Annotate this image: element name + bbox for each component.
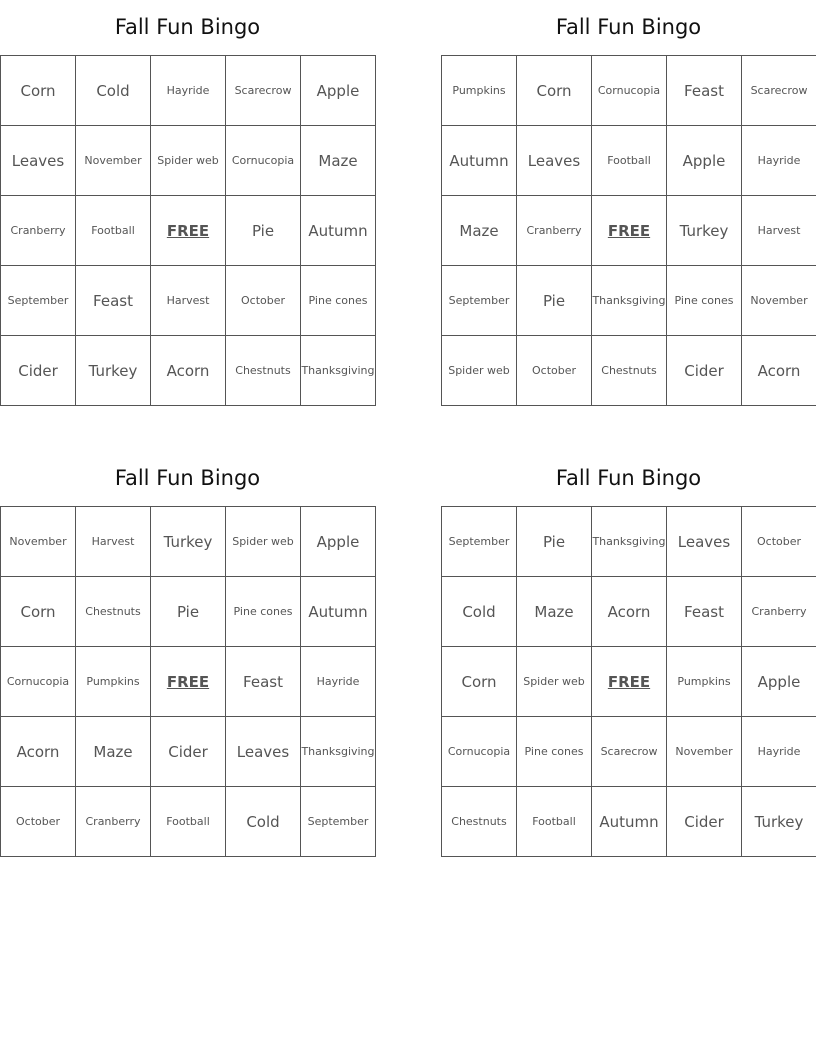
- bingo-cell: Thanksgiving: [592, 266, 667, 336]
- bingo-cell: November: [1, 507, 76, 577]
- bingo-cell: Cider: [667, 336, 742, 406]
- bingo-cell: Harvest: [742, 196, 816, 266]
- bingo-row: [1, 507, 376, 577]
- bingo-cell: Leaves: [226, 717, 301, 787]
- bingo-row: [1, 56, 376, 126]
- bingo-cell: November: [742, 266, 816, 336]
- bingo-cell: Cornucopia: [226, 126, 301, 196]
- bingo-cell: November: [76, 126, 151, 196]
- bingo-cell: Feast: [667, 56, 742, 126]
- bingo-cell: Pumpkins: [76, 647, 151, 717]
- bingo-cell: Feast: [667, 577, 742, 647]
- bingo-cell: Spider web: [151, 126, 226, 196]
- bingo-cell: Cornucopia: [592, 56, 667, 126]
- bingo-cell: Turkey: [742, 787, 816, 857]
- bingo-cell: Pine cones: [301, 266, 376, 336]
- bingo-cell: Harvest: [151, 266, 226, 336]
- bingo-cell: Cold: [76, 56, 151, 126]
- bingo-cell: Cranberry: [742, 577, 816, 647]
- card-title: Fall Fun Bingo: [114, 15, 261, 39]
- bingo-cell: September: [442, 507, 517, 577]
- bingo-row: [442, 56, 816, 126]
- bingo-grid: [441, 55, 816, 406]
- bingo-cell: Maze: [442, 196, 517, 266]
- bingo-cell: Cider: [151, 717, 226, 787]
- bingo-row: [442, 647, 816, 717]
- free-space-cell: FREE: [151, 196, 226, 266]
- card-title: Fall Fun Bingo: [555, 15, 702, 39]
- bingo-row: [1, 577, 376, 647]
- bingo-cell: Autumn: [301, 196, 376, 266]
- bingo-cell: Thanksgiving: [301, 717, 376, 787]
- free-space-cell: FREE: [592, 196, 667, 266]
- bingo-cell: Apple: [301, 56, 376, 126]
- bingo-cell: Corn: [442, 647, 517, 717]
- bingo-cell: Corn: [517, 56, 592, 126]
- bingo-cell: October: [742, 507, 816, 577]
- bingo-cell: Apple: [301, 507, 376, 577]
- bingo-cell: Cranberry: [517, 196, 592, 266]
- bingo-cell: Corn: [1, 577, 76, 647]
- bingo-cell: September: [1, 266, 76, 336]
- bingo-cell: Acorn: [151, 336, 226, 406]
- bingo-cell: Pie: [226, 196, 301, 266]
- bingo-row: [442, 336, 816, 406]
- bingo-row: [442, 126, 816, 196]
- bingo-cell: Chestnuts: [442, 787, 517, 857]
- bingo-row: [1, 196, 376, 266]
- bingo-row: [442, 266, 816, 336]
- bingo-cell: Cider: [1, 336, 76, 406]
- bingo-cell: Apple: [742, 647, 816, 717]
- bingo-cell: Turkey: [151, 507, 226, 577]
- bingo-cell: Thanksgiving: [301, 336, 376, 406]
- bingo-row: [442, 577, 816, 647]
- bingo-cell: Scarecrow: [592, 717, 667, 787]
- bingo-row: [1, 717, 376, 787]
- bingo-cell: Pine cones: [226, 577, 301, 647]
- bingo-cell: Acorn: [592, 577, 667, 647]
- bingo-row: [1, 266, 376, 336]
- bingo-cell: Hayride: [151, 56, 226, 126]
- bingo-cell: Leaves: [1, 126, 76, 196]
- bingo-cell: Pie: [517, 507, 592, 577]
- bingo-cell: Acorn: [1, 717, 76, 787]
- bingo-cell: Football: [76, 196, 151, 266]
- bingo-cell: September: [301, 787, 376, 857]
- bingo-cell: September: [442, 266, 517, 336]
- bingo-cell: Pumpkins: [667, 647, 742, 717]
- bingo-cell: Pine cones: [667, 266, 742, 336]
- bingo-cell: November: [667, 717, 742, 787]
- bingo-cell: Cornucopia: [1, 647, 76, 717]
- bingo-cell: October: [226, 266, 301, 336]
- bingo-cell: Harvest: [76, 507, 151, 577]
- bingo-cell: Pie: [517, 266, 592, 336]
- bingo-cell: Football: [517, 787, 592, 857]
- bingo-cell: Corn: [1, 56, 76, 126]
- bingo-grid: [0, 506, 376, 857]
- bingo-cell: Football: [592, 126, 667, 196]
- bingo-cell: Acorn: [742, 336, 816, 406]
- bingo-cell: Chestnuts: [76, 577, 151, 647]
- bingo-cell: Pine cones: [517, 717, 592, 787]
- bingo-cell: Cranberry: [76, 787, 151, 857]
- bingo-cell: Cornucopia: [442, 717, 517, 787]
- bingo-cell: Autumn: [301, 577, 376, 647]
- bingo-cell: Chestnuts: [226, 336, 301, 406]
- bingo-cell: Turkey: [76, 336, 151, 406]
- bingo-cell: Feast: [226, 647, 301, 717]
- card-title: Fall Fun Bingo: [114, 466, 261, 490]
- card-title: Fall Fun Bingo: [555, 466, 702, 490]
- bingo-cell: Pie: [151, 577, 226, 647]
- bingo-row: [442, 507, 816, 577]
- bingo-cell: Hayride: [742, 126, 816, 196]
- bingo-cell: Autumn: [442, 126, 517, 196]
- bingo-cell: October: [517, 336, 592, 406]
- bingo-cell: Apple: [667, 126, 742, 196]
- bingo-cell: Spider web: [226, 507, 301, 577]
- bingo-cell: Cold: [442, 577, 517, 647]
- bingo-cell: Hayride: [301, 647, 376, 717]
- bingo-cell: Maze: [76, 717, 151, 787]
- bingo-cell: Feast: [76, 266, 151, 336]
- bingo-grid: [0, 55, 376, 406]
- bingo-cell: Spider web: [517, 647, 592, 717]
- bingo-cell: Thanksgiving: [592, 507, 667, 577]
- bingo-cell: Leaves: [517, 126, 592, 196]
- bingo-cell: October: [1, 787, 76, 857]
- bingo-cell: Football: [151, 787, 226, 857]
- bingo-row: [442, 787, 816, 857]
- bingo-cell: Chestnuts: [592, 336, 667, 406]
- bingo-cell: Pumpkins: [442, 56, 517, 126]
- bingo-row: [1, 336, 376, 406]
- bingo-cell: Cold: [226, 787, 301, 857]
- bingo-row: [1, 787, 376, 857]
- bingo-row: [442, 196, 816, 266]
- free-space-cell: FREE: [151, 647, 226, 717]
- bingo-cell: Scarecrow: [742, 56, 816, 126]
- bingo-cell: Turkey: [667, 196, 742, 266]
- bingo-row: [1, 647, 376, 717]
- bingo-cell: Leaves: [667, 507, 742, 577]
- free-space-cell: FREE: [592, 647, 667, 717]
- bingo-cell: Hayride: [742, 717, 816, 787]
- bingo-cell: Maze: [301, 126, 376, 196]
- bingo-cell: Maze: [517, 577, 592, 647]
- bingo-row: [1, 126, 376, 196]
- bingo-cell: Cranberry: [1, 196, 76, 266]
- bingo-cell: Autumn: [592, 787, 667, 857]
- bingo-cell: Cider: [667, 787, 742, 857]
- bingo-cell: Scarecrow: [226, 56, 301, 126]
- bingo-cell: Spider web: [442, 336, 517, 406]
- bingo-row: [442, 717, 816, 787]
- bingo-grid: [441, 506, 816, 857]
